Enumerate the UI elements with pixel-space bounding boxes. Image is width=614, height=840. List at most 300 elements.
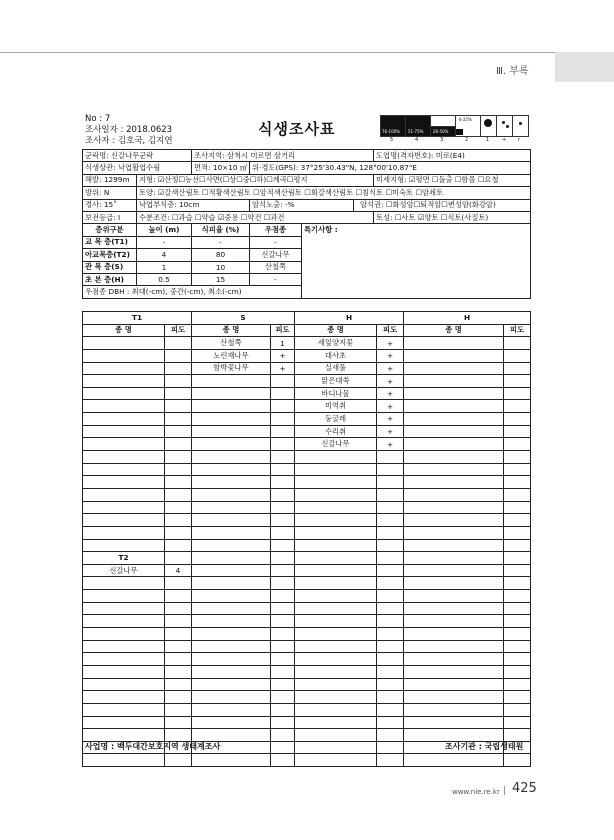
density-cell xyxy=(377,653,404,666)
legend-box-4: 51-75% xyxy=(405,115,431,137)
density-cell xyxy=(377,628,404,641)
gps-coordinates: 위·경도(GPS): 37°25'30.43"N, 128°00'10.87"E xyxy=(250,162,531,174)
density-cell xyxy=(504,703,531,716)
species-name-cell xyxy=(192,514,271,527)
species-name-cell xyxy=(295,741,377,754)
density-cell: + xyxy=(377,337,404,350)
species-name-cell xyxy=(192,526,271,539)
legend-num-plus: + xyxy=(502,137,507,143)
micro-topography: 미세지형: ☑평면 ☐돌출 ☐함몰 ☐요철 xyxy=(374,174,531,186)
density-cell xyxy=(165,476,192,489)
density-cell xyxy=(271,413,295,426)
species-name-cell xyxy=(404,362,504,375)
density-cell xyxy=(271,501,295,514)
density-cell xyxy=(165,526,192,539)
species-name-cell xyxy=(295,691,377,704)
density-cell xyxy=(271,451,295,464)
density-cell xyxy=(504,463,531,476)
legend-box-3: 26-50% xyxy=(430,125,456,137)
table-row xyxy=(83,476,531,489)
legend-box-1 xyxy=(480,115,497,137)
dominant-dbh: 우점종 DBH : 최대(-cm), 중간(-cm), 최소(-cm) xyxy=(83,286,302,298)
table-row xyxy=(83,375,531,388)
litter-layer: 낙엽부식층: 10cm xyxy=(137,199,250,211)
layer-s-name: 관 목 층(S) xyxy=(83,261,137,273)
density-cell xyxy=(377,552,404,565)
species-name-cell xyxy=(83,703,165,716)
species-name-cell xyxy=(404,400,504,413)
species-name-cell xyxy=(295,577,377,590)
density-cell xyxy=(271,691,295,704)
density-cell xyxy=(271,653,295,666)
table-row xyxy=(83,514,531,527)
species-name-cell xyxy=(404,438,504,451)
density-cell xyxy=(165,615,192,628)
species-name-cell xyxy=(404,488,504,501)
species-name-cell: 산철쭉 xyxy=(192,337,271,350)
table-row xyxy=(83,615,531,628)
species-name-cell xyxy=(83,337,165,350)
species-name-cell xyxy=(295,754,377,767)
species-name-cell xyxy=(192,729,271,742)
density-cell xyxy=(504,716,531,729)
density-cell xyxy=(271,539,295,552)
layer-label-s: S xyxy=(192,312,295,325)
species-name-cell xyxy=(83,577,165,590)
density-cell xyxy=(165,362,192,375)
species-name-cell xyxy=(295,640,377,653)
density-cell xyxy=(165,678,192,691)
species-name-cell xyxy=(404,337,504,350)
species-name-cell xyxy=(83,514,165,527)
species-name-cell: 맑은대쑥 xyxy=(295,375,377,388)
table-row xyxy=(83,678,531,691)
species-name-cell xyxy=(83,716,165,729)
layer-label-h: H xyxy=(295,312,404,325)
table-row xyxy=(83,438,531,451)
density-cell xyxy=(504,628,531,641)
density-cell xyxy=(165,653,192,666)
col-species: 종 명 xyxy=(404,324,504,337)
density-cell xyxy=(165,413,192,426)
species-name-cell xyxy=(192,539,271,552)
species-name-cell xyxy=(404,628,504,641)
density-cell xyxy=(377,729,404,742)
species-name-cell xyxy=(404,413,504,426)
density-cell xyxy=(271,640,295,653)
density-cell xyxy=(504,413,531,426)
table-row xyxy=(83,501,531,514)
density-cell xyxy=(377,564,404,577)
col-species: 종 명 xyxy=(295,324,377,337)
table-row xyxy=(83,754,531,767)
density-cell xyxy=(271,425,295,438)
layer-s-cover: 10 xyxy=(192,261,250,273)
density-cell xyxy=(377,451,404,464)
species-name-cell xyxy=(83,678,165,691)
species-name-cell xyxy=(83,438,165,451)
slope: 경사: 15˚ xyxy=(83,199,137,211)
species-name-cell xyxy=(404,463,504,476)
col-density: 피도 xyxy=(504,324,531,337)
species-name-cell xyxy=(295,564,377,577)
column-header-row xyxy=(83,324,531,337)
density-cell xyxy=(271,729,295,742)
site-info-table xyxy=(82,149,531,299)
table-row xyxy=(83,602,531,615)
density-cell xyxy=(271,754,295,767)
layer-t2-cover: 80 xyxy=(192,249,250,261)
table-row xyxy=(83,640,531,653)
density-cell: + xyxy=(377,438,404,451)
density-cell xyxy=(165,387,192,400)
density-cell xyxy=(377,703,404,716)
table-row xyxy=(83,590,531,603)
density-cell xyxy=(165,451,192,464)
topography: 지형: ☑산정☐능선☐사면(☐상☐중☐하)☐계곡☐평지 xyxy=(137,174,374,186)
species-name-cell xyxy=(192,552,271,565)
species-name-cell xyxy=(83,729,165,742)
table-row xyxy=(83,552,531,565)
info-row-1 xyxy=(83,150,531,162)
site-url: www.nie.re.kr xyxy=(452,788,500,796)
species-name-cell xyxy=(404,552,504,565)
density-cell xyxy=(165,691,192,704)
species-name-cell xyxy=(295,678,377,691)
density-cell xyxy=(377,488,404,501)
table-row xyxy=(83,387,531,400)
density-cell xyxy=(165,577,192,590)
density-cell xyxy=(504,488,531,501)
species-name-cell xyxy=(83,349,165,362)
density-cell xyxy=(165,375,192,388)
col-density: 피도 xyxy=(165,324,192,337)
species-name-cell xyxy=(192,375,271,388)
density-cell xyxy=(271,526,295,539)
species-name-cell: 세잎양지꽃 xyxy=(295,337,377,350)
density-cell xyxy=(165,539,192,552)
investigator: 조사자 : 김호국, 김지연 xyxy=(85,136,173,146)
info-row-2 xyxy=(83,162,531,174)
table-row xyxy=(83,628,531,641)
species-name-cell xyxy=(192,425,271,438)
species-name-cell xyxy=(83,387,165,400)
species-name-cell xyxy=(83,526,165,539)
species-name-cell xyxy=(295,463,377,476)
density-cell xyxy=(271,665,295,678)
table-row xyxy=(83,413,531,426)
density-cell xyxy=(504,590,531,603)
density-cell xyxy=(377,691,404,704)
table-row xyxy=(83,362,531,375)
density-cell xyxy=(165,463,192,476)
community-name: 군락명: 신갈나무군락 xyxy=(83,150,192,162)
species-name-cell xyxy=(83,362,165,375)
species-name-cell xyxy=(295,526,377,539)
species-name-cell xyxy=(404,640,504,653)
legend-num-3: 3 xyxy=(440,137,444,143)
layer-h-name: 초 본 층(H) xyxy=(83,273,137,285)
density-cell xyxy=(271,564,295,577)
layer-head-height: 높이 (m) xyxy=(137,224,192,236)
layer-t1-height: - xyxy=(137,236,192,248)
layer-head-cover: 식피율 (%) xyxy=(192,224,250,236)
table-row xyxy=(83,337,531,350)
density-cell xyxy=(377,615,404,628)
species-name-cell xyxy=(83,413,165,426)
species-name-cell xyxy=(192,400,271,413)
species-name-cell xyxy=(83,425,165,438)
species-name-cell xyxy=(404,615,504,628)
bedrock: 암석권: ☐화성암☐퇴적암☐변성암(화강암) xyxy=(354,199,531,211)
species-name-cell xyxy=(295,539,377,552)
special-notes: 특기사항 : xyxy=(302,224,531,298)
col-species: 종 명 xyxy=(83,324,165,337)
density-cell xyxy=(165,640,192,653)
density-cell xyxy=(165,349,192,362)
species-name-cell xyxy=(404,476,504,489)
species-name-cell xyxy=(192,615,271,628)
species-name-cell xyxy=(192,451,271,464)
density-cell xyxy=(271,678,295,691)
species-name-cell xyxy=(295,703,377,716)
species-name-cell xyxy=(83,628,165,641)
table-row xyxy=(83,488,531,501)
density-cell xyxy=(504,438,531,451)
species-name-cell xyxy=(192,665,271,678)
layer-t1-dominant: - xyxy=(250,236,302,248)
species-name-cell xyxy=(404,375,504,388)
density-cell xyxy=(377,476,404,489)
density-cell xyxy=(165,425,192,438)
density-cell xyxy=(504,729,531,742)
legend-num-1: 1 xyxy=(486,137,490,143)
layer-h-height: 0.5 xyxy=(137,273,192,285)
species-name-cell xyxy=(83,590,165,603)
density-cell: + xyxy=(377,425,404,438)
density-cell xyxy=(504,653,531,666)
rock-exposure: 암석노출: -% xyxy=(250,199,354,211)
species-name-cell xyxy=(83,691,165,704)
species-name-cell xyxy=(295,451,377,464)
density-cell: + xyxy=(377,375,404,388)
density-cell xyxy=(165,729,192,742)
density-cell: + xyxy=(377,349,404,362)
table-row xyxy=(83,729,531,742)
density-cell xyxy=(504,754,531,767)
density-cell xyxy=(377,678,404,691)
header-rule xyxy=(0,52,614,53)
density-cell: + xyxy=(377,362,404,375)
density-cell xyxy=(504,425,531,438)
table-row xyxy=(83,425,531,438)
density-cell xyxy=(504,375,531,388)
species-name-cell xyxy=(404,754,504,767)
layer-t2-dominant: 신갈나무 xyxy=(250,249,302,261)
species-name-cell xyxy=(192,387,271,400)
col-species: 종 명 xyxy=(192,324,271,337)
species-name-cell xyxy=(404,501,504,514)
density-cell xyxy=(165,400,192,413)
legend-box-2: 6-25% xyxy=(455,115,481,137)
legend-num-r: r xyxy=(518,137,521,143)
legend-num-4: 4 xyxy=(415,137,419,143)
density-cell: + xyxy=(377,413,404,426)
moisture-condition: 수분조건: ☐과습 ☐약습 ☑중용 ☐약건 ☐과건 xyxy=(137,211,374,223)
density-cell xyxy=(504,678,531,691)
table-row xyxy=(83,691,531,704)
table-row xyxy=(83,703,531,716)
species-name-cell: 노린재나무 xyxy=(192,349,271,362)
species-name-cell xyxy=(295,552,377,565)
species-name-cell xyxy=(295,615,377,628)
density-cell xyxy=(504,640,531,653)
density-cell xyxy=(504,514,531,527)
species-name-cell: 신갈나무 xyxy=(295,438,377,451)
legend-box-plus xyxy=(496,115,513,137)
info-row-4 xyxy=(83,187,531,199)
table-row xyxy=(83,349,531,362)
species-name-cell xyxy=(192,602,271,615)
density-cell xyxy=(271,463,295,476)
table-row xyxy=(83,665,531,678)
species-table xyxy=(82,311,531,767)
layer-h-dominant: - xyxy=(250,273,302,285)
species-name-cell xyxy=(295,628,377,641)
density-cell xyxy=(165,754,192,767)
col-density: 피도 xyxy=(271,324,295,337)
density-cell xyxy=(271,488,295,501)
layer-head-dominant: 우점종 xyxy=(250,224,302,236)
density-cell xyxy=(271,716,295,729)
density-cell xyxy=(504,362,531,375)
density-cell xyxy=(504,615,531,628)
density-cell xyxy=(504,476,531,489)
page-number: 425 xyxy=(512,781,537,796)
species-name-cell xyxy=(404,678,504,691)
layer-t2-height: 4 xyxy=(137,249,192,261)
density-cell xyxy=(165,602,192,615)
density-cell xyxy=(165,337,192,350)
species-name-cell: 대사초 xyxy=(295,349,377,362)
species-name-cell xyxy=(83,400,165,413)
species-name-cell xyxy=(295,476,377,489)
species-name-cell xyxy=(83,476,165,489)
density-cell xyxy=(377,501,404,514)
density-cell xyxy=(165,590,192,603)
species-name-cell: 함박꽃나무 xyxy=(192,362,271,375)
species-name-cell xyxy=(404,590,504,603)
density-cell xyxy=(377,526,404,539)
species-name-cell xyxy=(192,716,271,729)
species-name-cell xyxy=(295,590,377,603)
density-cell xyxy=(271,514,295,527)
density-cell xyxy=(504,400,531,413)
species-name-cell: 신갈나무 xyxy=(83,564,165,577)
density-cell xyxy=(504,539,531,552)
page-divider xyxy=(504,786,505,795)
soil-type: 토양: ☑갈색산림토 ☐적황색산림토 ☐암적색산림토 ☐회갈색산림토 ☐침식토 ☐미숙토 ☐암쇄토 xyxy=(137,187,531,199)
species-name-cell xyxy=(295,716,377,729)
species-name-cell: 미역취 xyxy=(295,400,377,413)
density-cell xyxy=(165,488,192,501)
density-cell: + xyxy=(271,349,295,362)
species-name-cell xyxy=(83,539,165,552)
table-row xyxy=(83,716,531,729)
species-name-cell xyxy=(404,716,504,729)
project-name: 사업명 : 백두대간보호지역 생태계조사 xyxy=(85,742,221,751)
species-name-cell xyxy=(83,602,165,615)
species-name-cell xyxy=(83,375,165,388)
table-row xyxy=(83,400,531,413)
density-cell xyxy=(165,628,192,641)
density-cell xyxy=(377,640,404,653)
plot-area: 면적: 10×10 ㎡ xyxy=(192,162,250,174)
map-sheet: 도엽명(격자번호): 미로(E4) xyxy=(374,150,531,162)
species-name-cell: 실새풀 xyxy=(295,362,377,375)
species-name-cell xyxy=(404,665,504,678)
density-cell xyxy=(271,400,295,413)
species-name-cell xyxy=(192,413,271,426)
density-cell xyxy=(504,691,531,704)
density-cell xyxy=(165,514,192,527)
density-cell xyxy=(504,552,531,565)
legend-box-3-top xyxy=(430,115,456,127)
density-cell xyxy=(165,438,192,451)
layer-h-cover: 15 xyxy=(192,273,250,285)
density-cell xyxy=(165,501,192,514)
layer-t1-cover: - xyxy=(192,236,250,248)
density-cell xyxy=(271,552,295,565)
density-cell xyxy=(271,602,295,615)
density-cell xyxy=(504,665,531,678)
density-cell: + xyxy=(377,387,404,400)
density-cell xyxy=(377,539,404,552)
species-name-cell xyxy=(192,438,271,451)
density-cell xyxy=(504,564,531,577)
layer-label-h2: H xyxy=(404,312,531,325)
table-row xyxy=(83,451,531,464)
density-cell xyxy=(377,754,404,767)
species-name-cell xyxy=(295,501,377,514)
density-cell: 4 xyxy=(165,564,192,577)
species-name-cell xyxy=(83,653,165,666)
density-cell xyxy=(377,590,404,603)
species-name-cell xyxy=(192,678,271,691)
species-name-cell xyxy=(192,577,271,590)
legend-box-r xyxy=(512,115,529,137)
density-cell: 1 xyxy=(271,337,295,350)
density-cell xyxy=(271,628,295,641)
vegetation-physiognomy: 식생상관: 낙엽활엽수림 xyxy=(83,162,192,174)
species-name-cell xyxy=(295,488,377,501)
density-cell xyxy=(504,349,531,362)
table-row xyxy=(83,653,531,666)
species-name-cell: 둥굴레 xyxy=(295,413,377,426)
density-cell xyxy=(504,602,531,615)
species-name-cell xyxy=(404,691,504,704)
species-name-cell xyxy=(192,590,271,603)
species-name-cell xyxy=(295,729,377,742)
survey-agency: 조사기관 : 국립생태원 xyxy=(445,742,524,751)
species-name-cell xyxy=(404,564,504,577)
layer-head-category: 층위구분 xyxy=(83,224,137,236)
species-name-cell xyxy=(83,640,165,653)
species-name-cell xyxy=(83,665,165,678)
species-name-cell xyxy=(404,349,504,362)
species-name-cell xyxy=(192,501,271,514)
density-cell xyxy=(504,501,531,514)
